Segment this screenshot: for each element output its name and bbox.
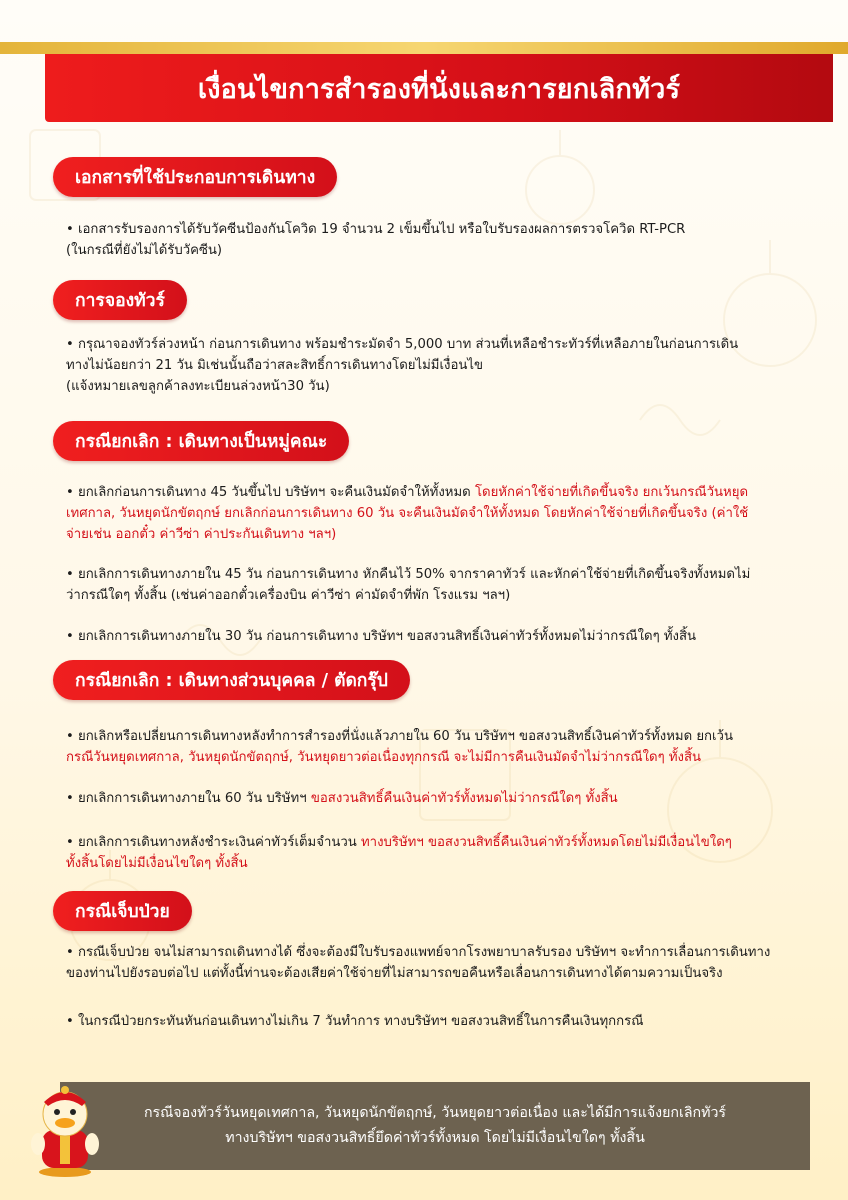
cancel-group-item-1 xyxy=(66,482,786,545)
cancel-private-item3-black: • ยกเลิกการเดินทางหลังชำระเงินค่าทัวร์เต็มจำนวน xyxy=(66,835,361,850)
cancel-private-item2-red: ขอสงวนสิทธิ์คืนเงินค่าทัวร์ทั้งหมดไม่ว่ากรณีใดๆ ทั้งสิ้น xyxy=(310,791,618,806)
cancel-private-item2-black: • ยกเลิกการเดินทางภายใน 60 วัน บริษัทฯ xyxy=(66,791,311,806)
sick-item-1 xyxy=(66,942,786,984)
footer-notice xyxy=(60,1082,810,1170)
gold-top-stripe xyxy=(0,42,848,54)
section-title-booking: การจองทัวร์ xyxy=(53,280,187,320)
section-title-documents: เอกสารที่ใช้ประกอบการเดินทาง xyxy=(53,157,337,197)
section-title-cancel-group: กรณียกเลิก : เดินทางเป็นหมู่คณะ xyxy=(53,421,349,461)
cancel-group-item-2 xyxy=(66,564,786,606)
section-title-cancel-private: กรณียกเลิก : เดินทางส่วนบุคคล / ตัดกรุ๊ป xyxy=(53,660,410,700)
cancel-private-item1-red: กรณีวันหยุดเทศกาล, วันหยุดนักขัตฤกษ์, วันหยุดยาวต่อเนื่องทุกกรณี จะไม่มีการคืนเงินมัดจำไม่ว่ากรณีใดๆ ทั้งสิ้น xyxy=(66,750,702,765)
sick-item1-line-2: ของท่านไปยังรอบต่อไป แต่ทั้งนี้ท่านจะต้องเสียค่าใช้จ่ายที่ไม่สามารถขอคืนหรือเลื่อนการเดินทางได้ตามความเป็นจริง xyxy=(66,966,723,981)
sick-item1-line-1: • กรณีเจ็บป่วย จนไม่สามารถเดินทางได้ ซึ่งจะต้องมีใบรับรองแพทย์จากโรงพยาบาลรับรอง บริษัทฯ จะทำการเลื่อนการเดินทาง xyxy=(66,945,771,960)
sick-item-2: • ในกรณีป่วยกระทันหันก่อนเดินทางไม่เกิน 7 วันทำการ ทางบริษัทฯ ขอสงวนสิทธิ์ในการคืนเงินทุกกรณี xyxy=(66,1014,644,1029)
cancel-private-item3-red-2: ทั้งสิ้นโดยไม่มีเงื่อนไขใดๆ ทั้งสิ้น xyxy=(66,856,248,871)
documents-line-1: • เอกสารรับรองการได้รับวัคซีนป้องกันโควิด 19 จำนวน 2 เข็มขึ้นไป หรือใบรับรองผลการตรวจโควิด RT-PCR xyxy=(66,222,686,237)
footer-line-1: กรณีจองทัวร์วันหยุดเทศกาล, วันหยุดนักขัตฤกษ์, วันหยุดยาวต่อเนื่อง และได้มีการแจ้งยกเลิกทัวร์ xyxy=(143,1105,727,1121)
booking-line-2: ทางไม่น้อยกว่า 21 วัน มิเช่นนั้นถือว่าสละสิทธิ์การเดินทางโดยไม่มีเงื่อนไข xyxy=(66,358,484,373)
footer-line-2: ทางบริษัทฯ ขอสงวนสิทธิ์ยึดค่าทัวร์ทั้งหมด โดยไม่มีเงื่อนไขใดๆ ทั้งสิ้น xyxy=(225,1130,645,1146)
cancel-group-item1-red-1: โดยหักค่าใช้จ่ายที่เกิดขึ้นจริง ยกเว้นกรณีวันหยุด xyxy=(474,485,749,500)
cancel-group-item2-line-2: ว่ากรณีใดๆ ทั้งสิ้น (เช่นค่าออกตั๋วเครื่องบิน ค่าวีซ่า ค่ามัดจำที่พัก โรงแรม ฯลฯ) xyxy=(66,588,511,603)
title-banner xyxy=(45,54,833,122)
documents-item xyxy=(66,219,786,261)
booking-line-3: (แจ้งหมายเลขลูกค้าลงทะเบียนล่วงหน้า30 วัน) xyxy=(66,379,330,394)
page-title: เงื่อนไขการสำรองที่นั่งและการยกเลิกทัวร์ xyxy=(197,73,681,105)
booking-item xyxy=(66,334,786,397)
cancel-group-item1-red-2: เทศกาล, วันหยุดนักขัตฤกษ์ ยกเลิกก่อนการเดินทาง 60 วัน จะคืนเงินมัดจำให้ทั้งหมด โดยหักค่าใช้จ่ายที่เกิดขึ้นจริง (ค่าใช้ xyxy=(66,506,749,521)
cancel-group-item1-red-3: จ่ายเช่น ออกตั๋ว ค่าวีซ่า ค่าประกันเดินทาง ฯลฯ) xyxy=(66,527,337,542)
cancel-private-item-2 xyxy=(66,788,786,809)
cancel-private-item1-black: • ยกเลิกหรือเปลี่ยนการเดินทางหลังทำการสำรองที่นั่งแล้วภายใน 60 วัน บริษัทฯ ขอสงวนสิทธิ์เงินค่าทัวร์ทั้งหมด ยกเว้น xyxy=(66,729,733,744)
documents-line-2: (ในกรณีที่ยังไม่ได้รับวัคซีน) xyxy=(66,243,223,258)
cancel-group-item2-line-1: • ยกเลิกการเดินทางภายใน 45 วัน ก่อนการเดินทาง หักคืนไว้ 50% จากราคาทัวร์ และหักค่าใช้จ่ายที่เกิดขึ้นจริงทั้งหมดไม่ xyxy=(66,567,751,582)
cancel-private-item-3 xyxy=(66,832,786,874)
cancel-private-item-1 xyxy=(66,726,786,768)
cancel-private-item3-red-1: ทางบริษัทฯ ขอสงวนสิทธิ์คืนเงินค่าทัวร์ทั้งหมดโดยไม่มีเงื่อนไขใดๆ xyxy=(360,835,732,850)
booking-line-1: • กรุณาจองทัวร์ล่วงหน้า ก่อนการเดินทาง พร้อมชำระมัดจำ 5,000 บาท ส่วนที่เหลือชำระทัวร์ที่เหลือภายในก่อนการเดิน xyxy=(66,337,739,352)
duck-mascot-icon xyxy=(24,1078,106,1178)
cancel-group-item-3: • ยกเลิกการเดินทางภายใน 30 วัน ก่อนการเดินทาง บริษัทฯ ขอสงวนสิทธิ์เงินค่าทัวร์ทั้งหมดไม่ว่ากรณีใดๆ ทั้งสิ้น xyxy=(66,629,697,644)
cancel-group-item1-black: • ยกเลิกก่อนการเดินทาง 45 วันขึ้นไป บริษัทฯ จะคืนเงินมัดจำให้ทั้งหมด xyxy=(66,485,475,500)
section-title-sick: กรณีเจ็บป่วย xyxy=(53,891,192,931)
